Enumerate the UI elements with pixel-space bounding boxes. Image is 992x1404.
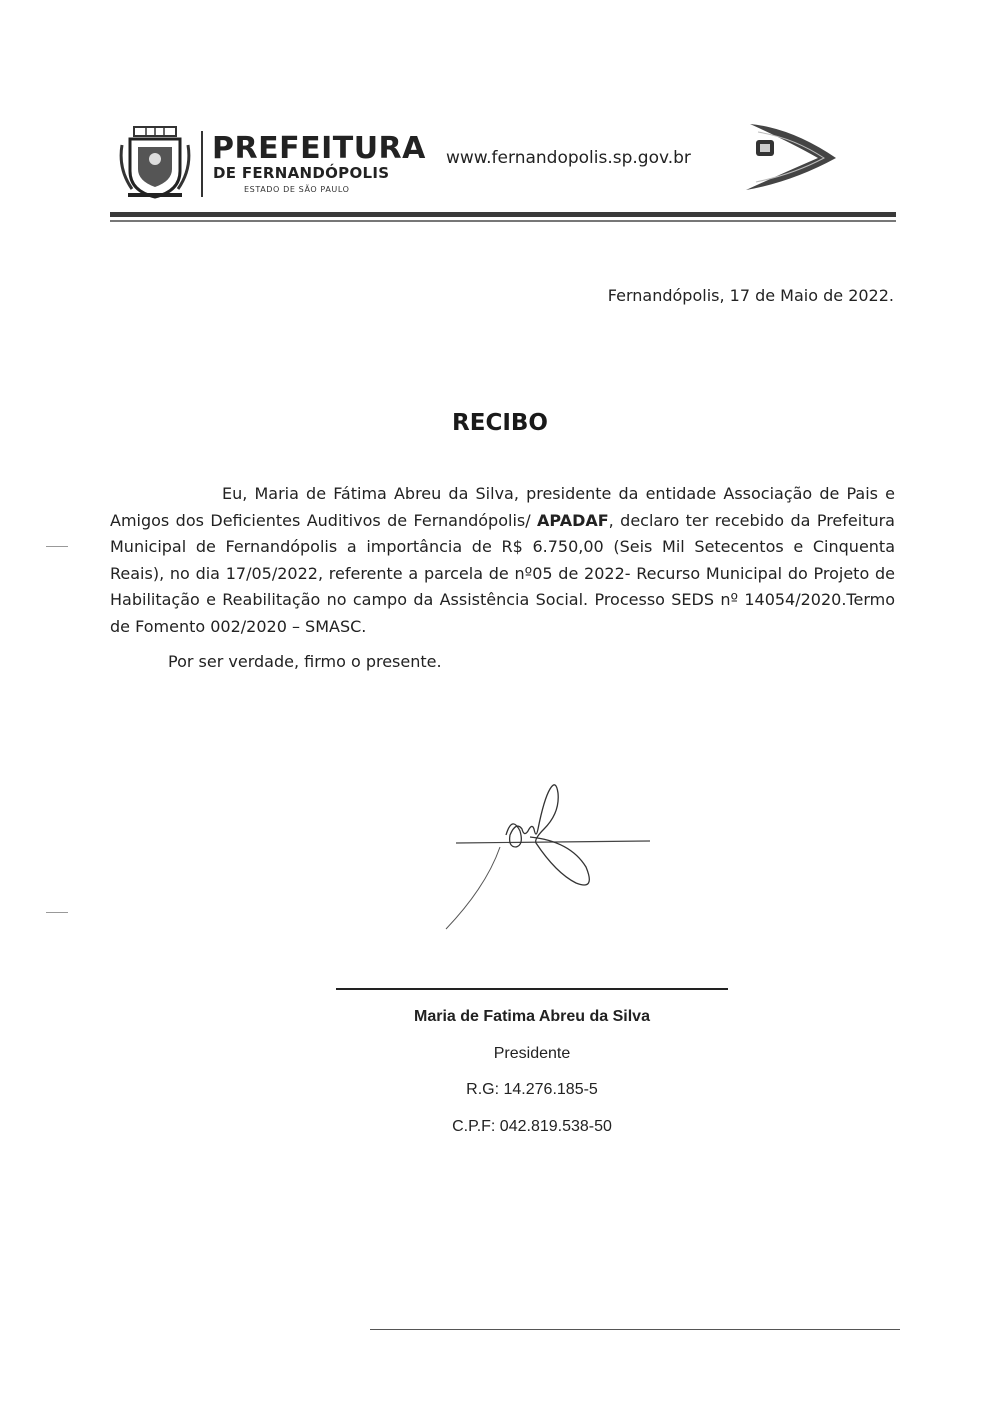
- footer-rule: [370, 1329, 900, 1330]
- closing-statement: Por ser verdade, firmo o presente.: [168, 652, 442, 671]
- brand-subtitle: DE FERNANDÓPOLIS: [213, 164, 390, 182]
- signer-role: Presidente: [493, 1045, 571, 1062]
- receipt-body: [110, 481, 895, 640]
- brand-state: ESTADO DE SÃO PAULO: [244, 185, 350, 194]
- handwritten-signature: [440, 775, 660, 935]
- body-text-bold: APADAF: [537, 510, 609, 530]
- signer-cpf: C.P.F: 042.819.538-50: [452, 1118, 612, 1135]
- header-divider: [201, 131, 203, 197]
- header-rule: [110, 212, 896, 217]
- header-rule-thin: [110, 220, 896, 222]
- signer-rg: R.G: 14.276.185-5: [466, 1081, 598, 1098]
- scan-mark: [46, 912, 68, 913]
- brand-title: PREFEITURA: [212, 131, 426, 166]
- scan-mark: [46, 546, 68, 547]
- signer-name: Maria de Fatima Abreu da Silva: [414, 1008, 650, 1025]
- body-text-part2: , declaro ter recebido da Prefeitura Municipal de Fernandópolis a importância de R$ 6.750,00 (Seis Mil Setecentos e Cinquenta Reais), no dia 17/05/2022, referente a parcela de nº05 de 2022- Recurso Municipal do Projeto de Habilitação e Reabilitação no campo da Assistência Social. Processo SEDS nº 14054/2020.Termo de Fomento 002/2020 – SMASC.: [110, 510, 895, 636]
- signature-line: [336, 988, 728, 990]
- date-line: Fernandópolis, 17 de Maio de 2022.: [607, 286, 894, 305]
- body-text-part1: Eu, Maria de Fátima Abreu da Silva, presidente da entidade Associação de Pais e Amigos dos Deficientes Auditivos de Fernandópolis/: [110, 484, 895, 530]
- website-link[interactable]: www.fernandopolis.sp.gov.br: [446, 148, 691, 168]
- document-title: RECIBO: [452, 410, 548, 436]
- arrow-emblem-icon: [732, 118, 840, 194]
- municipal-coat-of-arms-icon: [118, 125, 192, 203]
